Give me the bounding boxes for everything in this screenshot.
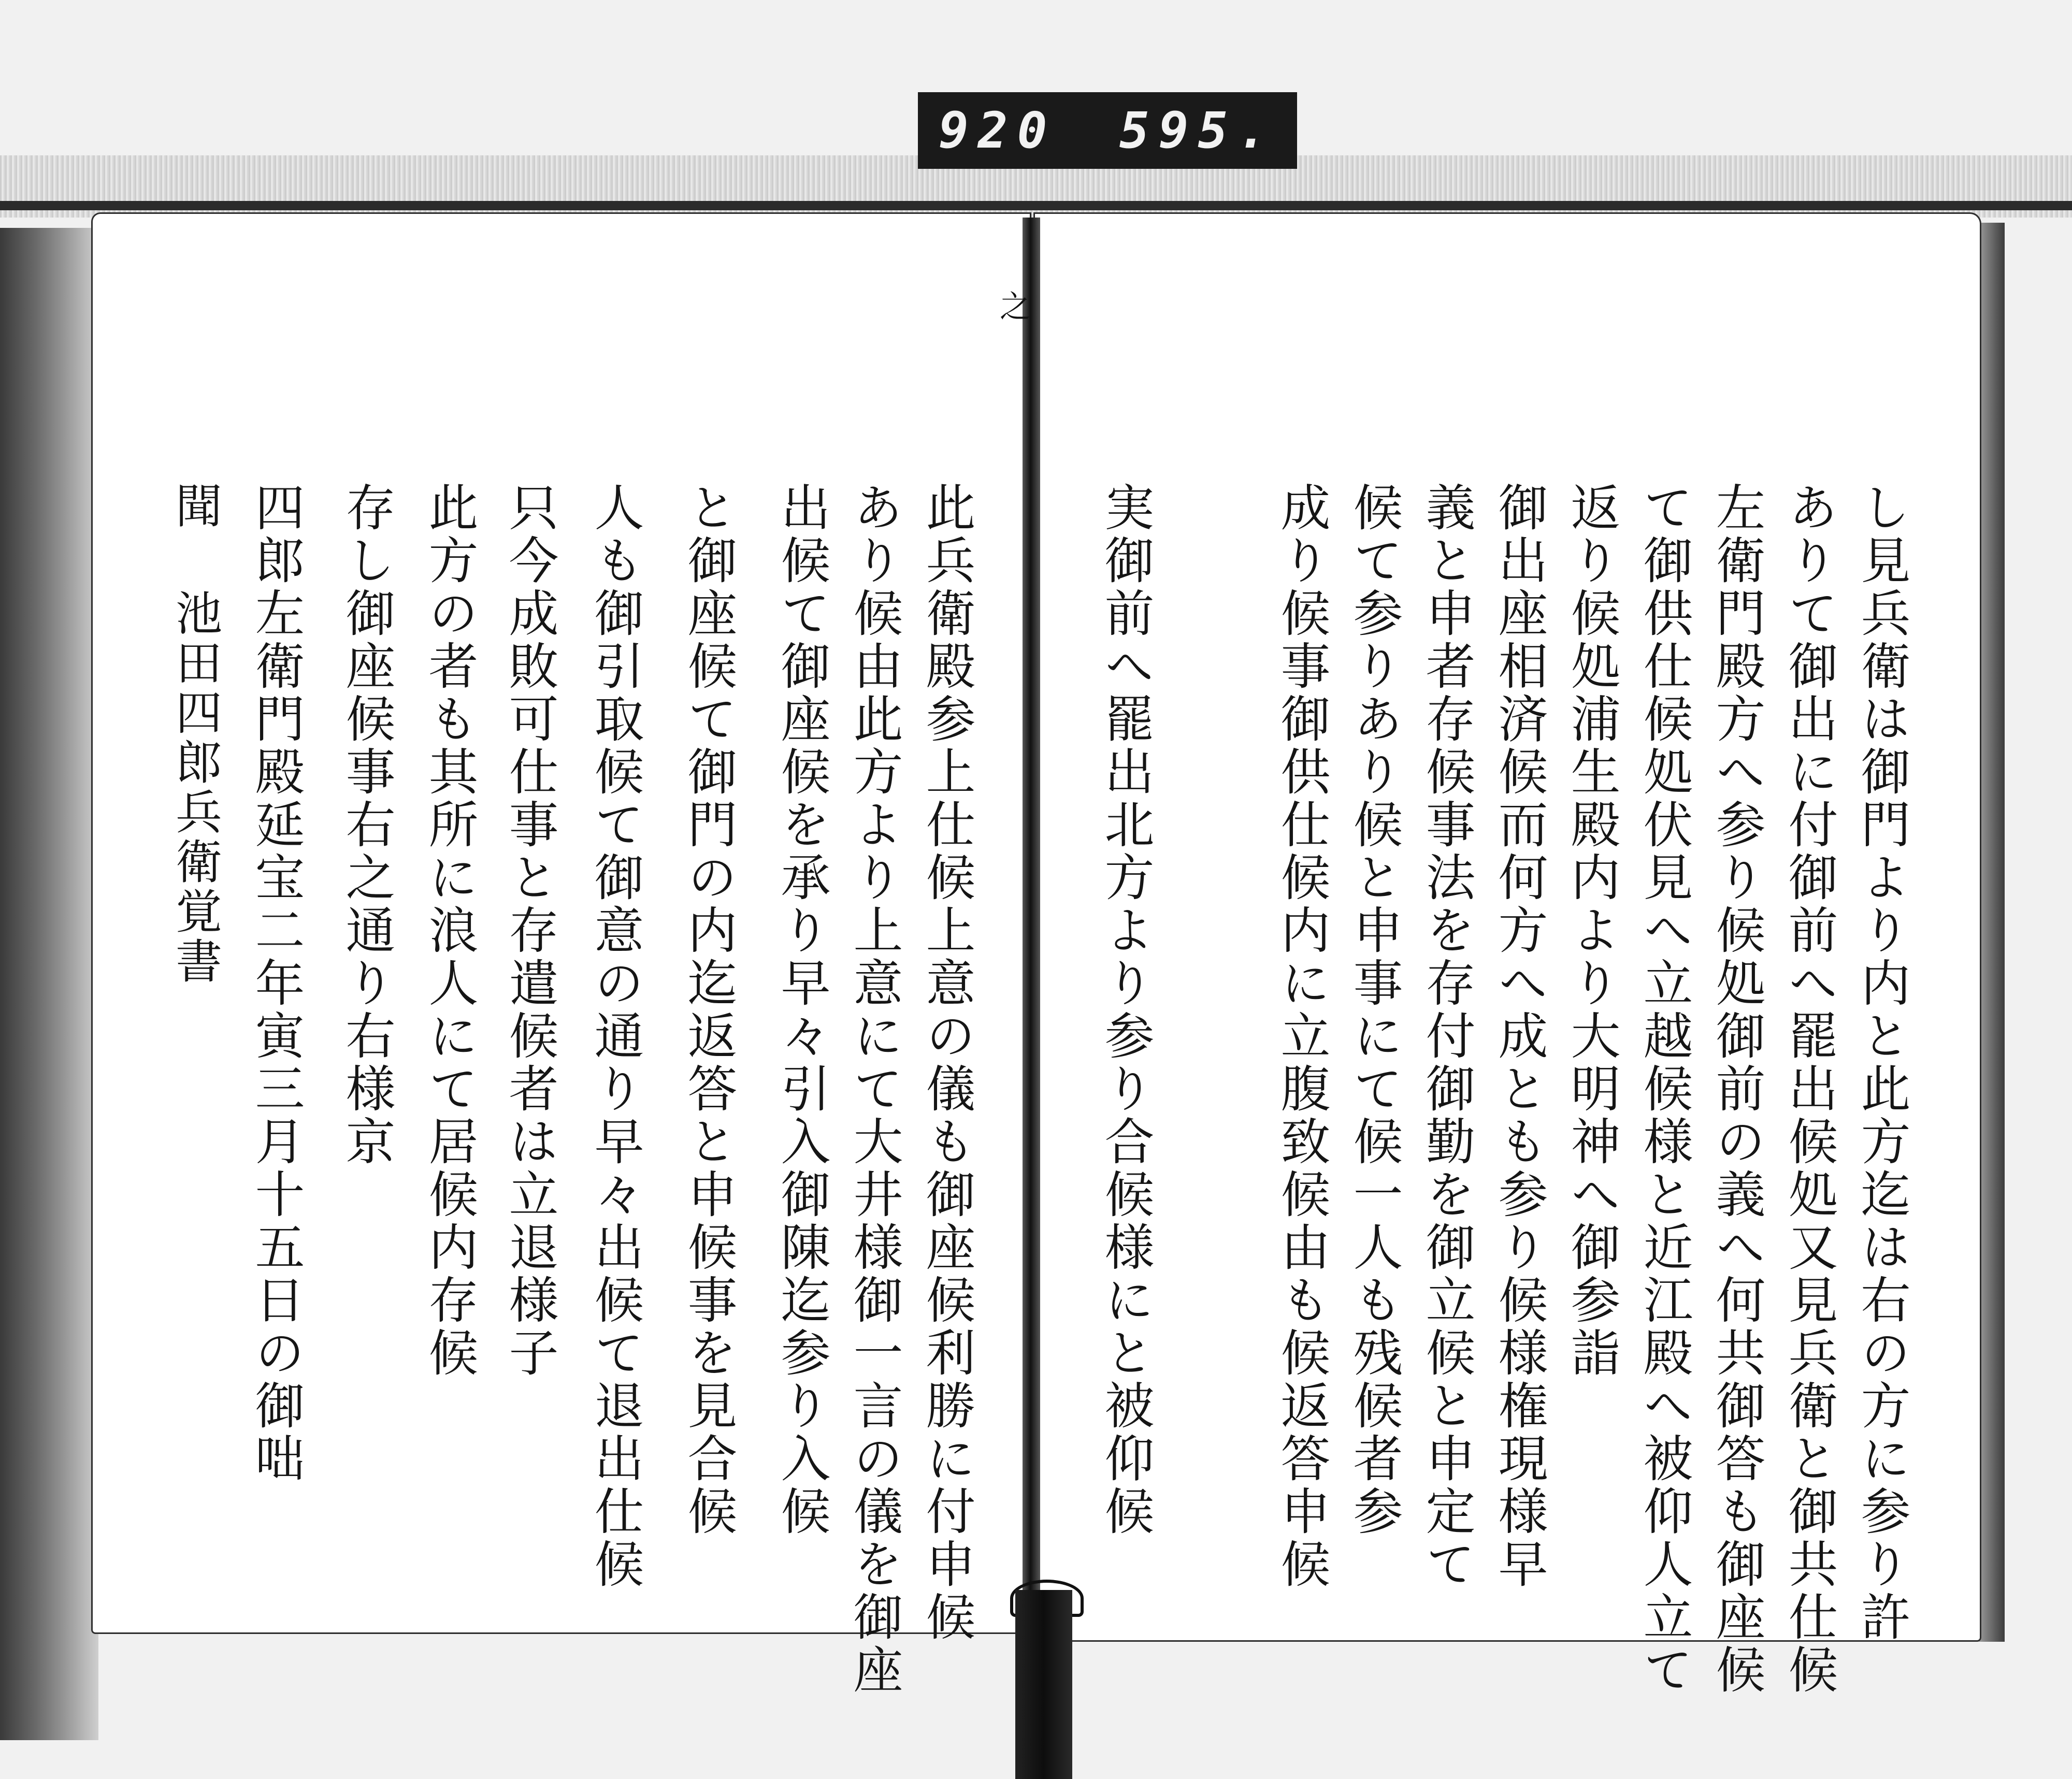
left-page-column-6: 只今成敗可仕事と存遣候者は立退様子 <box>501 482 559 1380</box>
frame-number-label <box>918 92 1297 169</box>
left-page-column-2: あり候由此方より上意にて大井様御一言の儀を御座 <box>845 482 903 1697</box>
right-page-column-8: 候て参りあり候と申事にて候一人も残候者参 <box>1345 482 1403 1538</box>
left-page-column-8: 存し御座候事右之通り右様京 <box>338 482 396 1168</box>
left-page-column-5: 人も御引取候て御意の通り早々出候て退出仕候 <box>586 482 644 1591</box>
left-page-column-9: 四郎左衛門殿延宝二年寅三月十五日の御咄 <box>247 482 305 1485</box>
page-mark: 之 <box>1000 289 1031 325</box>
right-page-column-9: 成り候事御供仕候内に立腹致候由も候返答申候 <box>1273 482 1331 1591</box>
left-page-signature-column: 聞 池田四郎兵衛覚書 <box>167 482 222 987</box>
frame-number-left: 920 <box>939 102 1057 160</box>
right-page-column-1: し見兵衛は御門より内と此方迄は右の方に参り許 <box>1853 482 1911 1644</box>
left-page-column-1: 此兵衛殿参上仕候上意の儀も御座候利勝に付申候 <box>918 482 976 1644</box>
right-page-column-10: 実御前へ罷出北方より参り合候様にと被仰候 <box>1097 482 1155 1538</box>
scanner-dark-strip <box>0 201 2072 210</box>
right-page-column-3: 左衛門殿方へ参り候処御前の義へ何共御答も御座候 <box>1708 482 1766 1697</box>
right-page-column-5: 返り候処浦生殿内より大明神へ御参詣 <box>1563 482 1621 1380</box>
frame-number-right: 595. <box>1119 102 1276 160</box>
right-page-column-4: て御供仕候処伏見へ立越候様と近江殿へ被仰人立て <box>1635 482 1693 1697</box>
right-page-column-6: 御出座相済候而何方へ成とも参り候様権現様早 <box>1490 482 1548 1591</box>
book-gutter <box>1023 218 1040 1606</box>
bookmark-ribbon <box>1015 1590 1072 1779</box>
book-left-edge-shadow <box>0 228 98 1740</box>
left-page-column-4: と御座候て御門の内迄返答と申候事を見合候 <box>680 482 738 1538</box>
left-page-column-7: 此方の者も其所に浪人にて居候内存候 <box>421 482 479 1380</box>
book-right-edge <box>1979 223 2005 1642</box>
left-page-column-3: 出候て御座候を承り早々引入御陳迄参り入候 <box>773 482 831 1538</box>
right-page-column-2: ありて御出に付御前へ罷出候処又見兵衛と御共仕候 <box>1780 482 1838 1697</box>
right-page-column-7: 義と申者存候事法を存付御勤を御立候と申定て <box>1418 482 1476 1591</box>
